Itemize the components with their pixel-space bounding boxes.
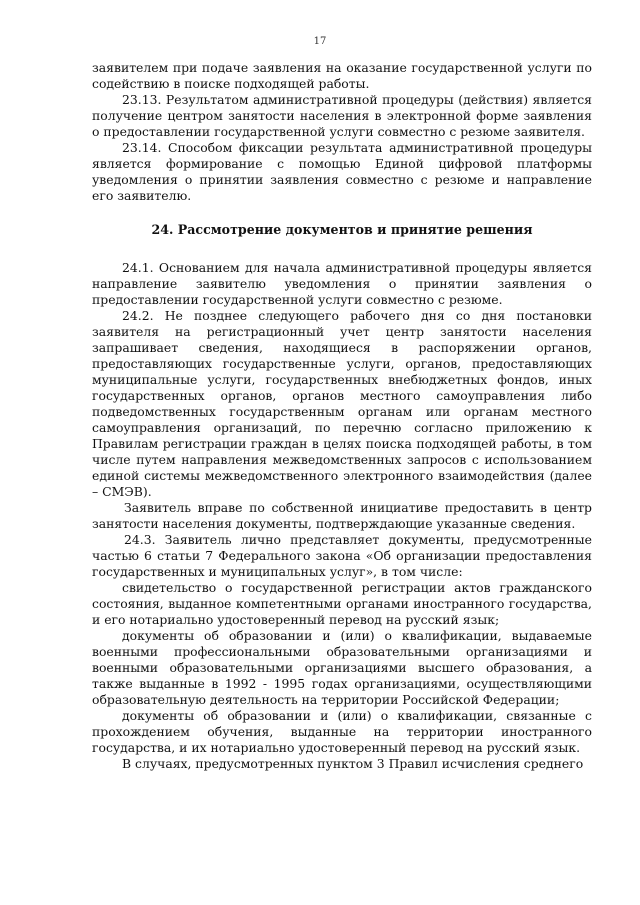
paragraph: 23.13. Результатом административной процедуры (действия) является получение центром занятости населения в электронной форме заявления о предоставлении государственной услуги совместно с резюме заявителя. xyxy=(92,92,592,139)
section-heading: 24. Рассмотрение документов и принятие решения xyxy=(151,222,533,237)
paragraph: 24.3. Заявитель лично представляет документы, предусмотренные частью 6 статьи 7 Федерального закона «Об организации предоставления государственных и муниципальных услуг», в том числе: xyxy=(92,532,592,579)
document-body xyxy=(92,60,592,772)
page-number: 17 xyxy=(313,36,327,47)
paragraph: 24.1. Основанием для начала административной процедуры является направление заявителю уведомления о принятии заявления о предоставлении государственной услуги совместно с резюме. xyxy=(92,260,592,307)
paragraph: заявителем при подаче заявления на оказание государственной услуги по содействию в поиске подходящей работы. xyxy=(92,60,592,91)
paragraph: 24.2. Не позднее следующего рабочего дня со дня постановки заявителя на регистрационный учет центр занятости населения запрашивает сведения, находящиеся в распоряжении органов, предоставляющих государственные услуги, органов, предоставляющих муниципальные услуги, государственных внебюджетных фондов, иных государственных органов, органов местного самоуправления либо подведомственных государственным органам или органам местного самоуправления организаций, по перечню согласно приложению к Правилам регистрации граждан в целях поиска подходящей работы, в том числе путем направления межведомственных запросов с использованием единой системы межведомственного электронного взаимодействия (далее – СМЭВ). xyxy=(92,308,592,499)
paragraph: документы об образовании и (или) о квалификации, связанные с прохождением обучения, выданные на территории иностранного государства, и их нотариально удостоверенный перевод на русский язык. xyxy=(92,708,592,755)
paragraph: Заявитель вправе по собственной инициативе предоставить в центр занятости населения документы, подтверждающие указанные сведения. xyxy=(92,500,592,531)
paragraph: документы об образовании и (или) о квалификации, выдаваемые военными профессиональными образовательными организациями и военными образовательными организациями высшего образования, а также выданные в 1992 - 1995 годах организациями, осуществляющими образовательную деятельность на территории Российской Федерации; xyxy=(92,628,592,707)
paragraph: 23.14. Способом фиксации результата административной процедуры является формирование с помощью Единой цифровой платформы уведомления о принятии заявления совместно с резюме и направление его заявителю. xyxy=(92,140,592,203)
paragraph: свидетельство о государственной регистрации актов гражданского состояния, выданное компетентными органами иностранного государства, и его нотариально удостоверенный перевод на русский язык; xyxy=(92,580,592,627)
paragraph: В случаях, предусмотренных пунктом 3 Правил исчисления среднего xyxy=(122,756,584,771)
